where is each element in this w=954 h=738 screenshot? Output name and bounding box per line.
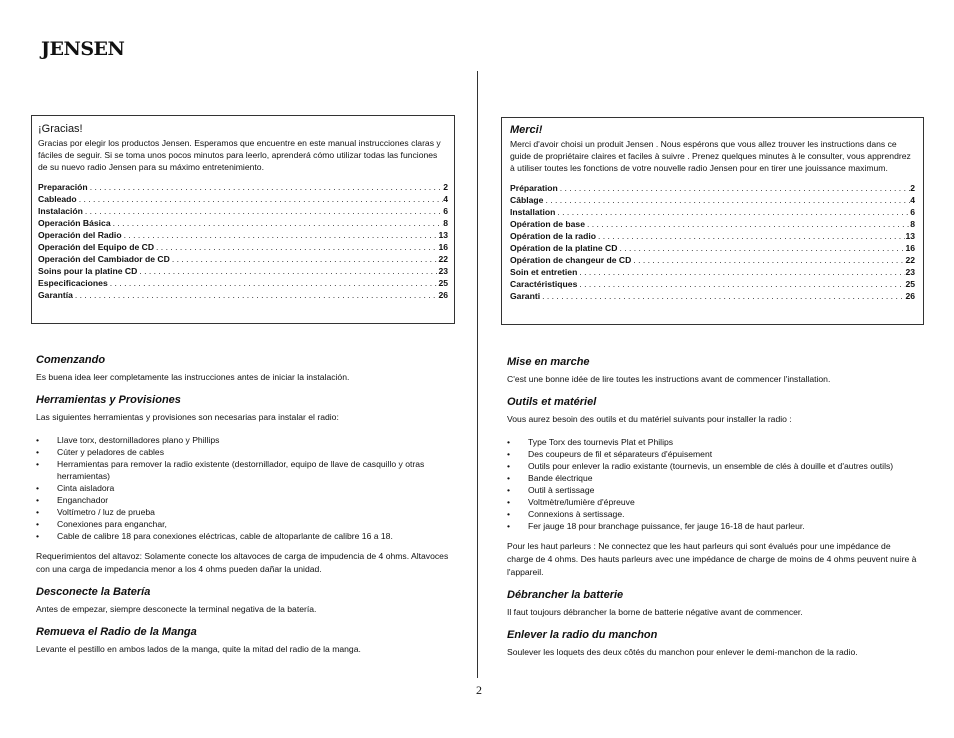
toc-entry-page: 13 bbox=[905, 231, 915, 241]
list-item: • Herramientas para remover la radio existente (destornillador, equipo de llave de casquillo y otras herramientas) bbox=[36, 458, 451, 482]
toc-entry-label: Operación Básica bbox=[38, 218, 111, 228]
para-tools-fr: Vous aurez besoin des outils et du matériel suivants pour installer la radio : bbox=[507, 414, 792, 424]
box-title-es: ¡Gracias! bbox=[38, 123, 83, 135]
toc-entry-page: 26 bbox=[905, 291, 915, 301]
toc-leader-dots bbox=[170, 253, 439, 265]
toc-entry-page: 4 bbox=[910, 195, 915, 205]
heading-remove-es: Remueva el Radio de la Manga bbox=[36, 626, 197, 638]
toc-es bbox=[38, 181, 448, 301]
toc-entry-page: 16 bbox=[905, 243, 915, 253]
toc-leader-dots bbox=[555, 206, 910, 218]
toc-entry-page: 22 bbox=[905, 255, 915, 265]
toc-leader-dots bbox=[596, 230, 905, 242]
toc-entry bbox=[38, 217, 448, 229]
para-battery-es: Antes de empezar, siempre desconecte la terminal negativa de la batería. bbox=[36, 604, 317, 614]
toc-entry bbox=[510, 278, 915, 290]
toc-entry bbox=[510, 254, 915, 266]
para-start-fr: C'est une bonne idée de lire toutes les instructions avant de commencer l'installation. bbox=[507, 374, 831, 384]
toc-entry bbox=[510, 194, 915, 206]
toc-leader-dots bbox=[108, 277, 439, 289]
toc-entry-label: Opération de la radio bbox=[510, 231, 596, 241]
toc-entry bbox=[510, 242, 915, 254]
tools-list-fr bbox=[507, 436, 917, 532]
heading-start-es: Comenzando bbox=[36, 354, 106, 366]
heading-start-fr: Mise en marche bbox=[507, 356, 590, 368]
toc-fr bbox=[510, 182, 915, 302]
list-item: • Fer jauge 18 pour branchage puissance, fer jauge 16-18 de haut parleur. bbox=[507, 520, 917, 532]
toc-entry-label: Soins pour la platine CD bbox=[38, 266, 138, 276]
para-tools-es: Las siguientes herramientas y provisiones son necesarias para instalar el radio: bbox=[36, 412, 339, 422]
toc-entry-label: Préparation bbox=[510, 183, 558, 193]
toc-entry-page: 2 bbox=[443, 182, 448, 192]
box-text-fr: Merci d'avoir choisi un produit Jensen . Nous espérons que vous allez trouver les instructions dans ce guide de propriétaire claires et faciles à suivre . Prenez quelques minutes à le consulter, vous apprendrez à utiliser toutes les fonctions de votre nouvelle radio Jensen pour en tirer une jouissance maximum. bbox=[510, 139, 911, 173]
toc-leader-dots bbox=[111, 217, 444, 229]
toc-leader-dots bbox=[617, 242, 905, 254]
heading-tools-es: Herramientas y Provisiones bbox=[36, 394, 181, 406]
toc-entry-label: Operación del Equipo de CD bbox=[38, 242, 155, 252]
list-item: • Outil à sertissage bbox=[507, 484, 917, 496]
box-title-fr: Merci! bbox=[510, 124, 543, 136]
list-item: • Outils pour enlever la radio existante (tournevis, un ensemble de clés à douille et d'autres outils) bbox=[507, 460, 917, 472]
list-item: • Connexions à sertissage. bbox=[507, 508, 917, 520]
toc-entry bbox=[38, 289, 448, 301]
toc-leader-dots bbox=[543, 194, 910, 206]
toc-leader-dots bbox=[577, 278, 905, 290]
list-item: • Bande électrique bbox=[507, 472, 917, 484]
toc-entry-label: Operación del Radio bbox=[38, 230, 122, 240]
heading-tools-fr: Outils et matériel bbox=[507, 396, 597, 408]
toc-entry-label: Cableado bbox=[38, 194, 77, 204]
para-speaker-fr: Pour les haut parleurs : Ne connectez que les haut parleurs qui sont évalués pour une impédance de charge de 4 ohms. Des hauts parleurs avec une impédance de charge de moins de 4 ohms peuvent nuire à l'appareil. bbox=[507, 541, 917, 577]
toc-entry-label: Preparación bbox=[38, 182, 88, 192]
toc-entry-page: 25 bbox=[905, 279, 915, 289]
toc-entry-label: Instalación bbox=[38, 206, 83, 216]
toc-entry bbox=[38, 205, 448, 217]
toc-entry bbox=[38, 181, 448, 193]
toc-entry-page: 26 bbox=[438, 290, 448, 300]
toc-entry-page: 16 bbox=[438, 242, 448, 252]
toc-entry-page: 2 bbox=[910, 183, 915, 193]
jensen-logo: JENSEN bbox=[41, 38, 125, 60]
tools-list-es bbox=[36, 434, 451, 542]
toc-entry bbox=[510, 266, 915, 278]
toc-entry-page: 6 bbox=[443, 206, 448, 216]
list-item: • Cinta aisladora bbox=[36, 482, 451, 494]
toc-entry-label: Garantía bbox=[38, 290, 73, 300]
toc-leader-dots bbox=[154, 241, 438, 253]
toc-entry bbox=[38, 253, 448, 265]
toc-leader-dots bbox=[73, 289, 439, 301]
list-item: • Voltímetro / luz de prueba bbox=[36, 506, 451, 518]
toc-entry-page: 23 bbox=[905, 267, 915, 277]
heading-battery-es: Desconecte la Batería bbox=[36, 586, 151, 598]
toc-entry-label: Soin et entretien bbox=[510, 267, 578, 277]
toc-entry bbox=[38, 229, 448, 241]
toc-entry bbox=[38, 241, 448, 253]
heading-remove-fr: Enlever la radio du manchon bbox=[507, 629, 658, 641]
toc-entry bbox=[510, 206, 915, 218]
toc-leader-dots bbox=[77, 193, 444, 205]
para-battery-fr: Il faut toujours débrancher la borne de batterie négative avant de commencer. bbox=[507, 607, 803, 617]
toc-entry-label: Opération de changeur de CD bbox=[510, 255, 632, 265]
welcome-box-fr bbox=[501, 117, 924, 325]
toc-entry bbox=[510, 230, 915, 242]
list-item: • Des coupeurs de fil et séparateurs d'épuisement bbox=[507, 448, 917, 460]
toc-entry-label: Garanti bbox=[510, 291, 541, 301]
toc-entry bbox=[38, 193, 448, 205]
toc-entry bbox=[510, 182, 915, 194]
welcome-box-es bbox=[31, 115, 455, 324]
para-remove-es: Levante el pestillo en ambos lados de la manga, quite la mitad del radio de la manga. bbox=[36, 644, 361, 654]
toc-entry bbox=[38, 265, 448, 277]
para-remove-fr: Soulever les loquets des deux côtés du manchon pour enlever le demi-manchon de la radio. bbox=[507, 647, 858, 657]
toc-entry-page: 22 bbox=[438, 254, 448, 264]
toc-entry-page: 8 bbox=[910, 219, 915, 229]
toc-leader-dots bbox=[631, 254, 905, 266]
toc-leader-dots bbox=[577, 266, 905, 278]
list-item: • Enganchador bbox=[36, 494, 451, 506]
toc-entry bbox=[510, 218, 915, 230]
toc-leader-dots bbox=[83, 205, 443, 217]
toc-leader-dots bbox=[540, 290, 905, 302]
toc-entry-label: Câblage bbox=[510, 195, 544, 205]
toc-entry-label: Operación del Cambiador de CD bbox=[38, 254, 170, 264]
toc-entry-label: Installation bbox=[510, 207, 556, 217]
toc-entry-page: 4 bbox=[443, 194, 448, 204]
list-item: • Cable de calibre 18 para conexiones eléctricas, cable de altoparlante de calibre 16 a 18. bbox=[36, 530, 451, 542]
column-divider bbox=[477, 71, 478, 678]
toc-leader-dots bbox=[585, 218, 910, 230]
toc-entry bbox=[38, 277, 448, 289]
toc-entry-page: 25 bbox=[438, 278, 448, 288]
toc-leader-dots bbox=[88, 181, 444, 193]
list-item: • Type Torx des tournevis Plat et Philips bbox=[507, 436, 917, 448]
toc-entry-page: 13 bbox=[438, 230, 448, 240]
list-item: • Voltmètre/lumière d'épreuve bbox=[507, 496, 917, 508]
list-item: • Conexiones para enganchar, bbox=[36, 518, 451, 530]
content-column-es bbox=[36, 354, 451, 666]
content-column-fr bbox=[507, 356, 917, 669]
toc-entry-page: 23 bbox=[438, 266, 448, 276]
toc-entry-label: Opération de base bbox=[510, 219, 585, 229]
page-number: 2 bbox=[476, 683, 482, 697]
toc-entry-page: 8 bbox=[443, 218, 448, 228]
toc-entry-page: 6 bbox=[910, 207, 915, 217]
toc-entry-label: Caractéristiques bbox=[510, 279, 578, 289]
para-start-es: Es buena idea leer completamente las instrucciones antes de iniciar la instalación. bbox=[36, 372, 350, 382]
toc-entry-label: Opération de la platine CD bbox=[510, 243, 618, 253]
toc-entry bbox=[510, 290, 915, 302]
toc-leader-dots bbox=[137, 265, 438, 277]
box-text-es: Gracias por elegir los productos Jensen. Esperamos que encuentre en este manual instrucciones claras y fáciles de seguir. Si se toma unos pocos minutos para leerlo, aprenderá cómo utilizar todas las funciones de su nuevo radio Jensen para su máximo entretenimiento. bbox=[38, 138, 441, 172]
toc-entry-label: Especificaciones bbox=[38, 278, 108, 288]
para-speaker-es: Requerimientos del altavoz: Solamente conecte los altavoces de carga de impudencia de 4 ohms. Altavoces con una carga de impedancia menor a los 4 ohms pueden dañar la unidad. bbox=[36, 551, 449, 574]
heading-battery-fr: Débrancher la batterie bbox=[507, 589, 624, 601]
toc-leader-dots bbox=[558, 182, 910, 194]
list-item: • Cúter y peladores de cables bbox=[36, 446, 451, 458]
toc-leader-dots bbox=[122, 229, 439, 241]
list-item: • Llave torx, destornilladores plano y Phillips bbox=[36, 434, 451, 446]
